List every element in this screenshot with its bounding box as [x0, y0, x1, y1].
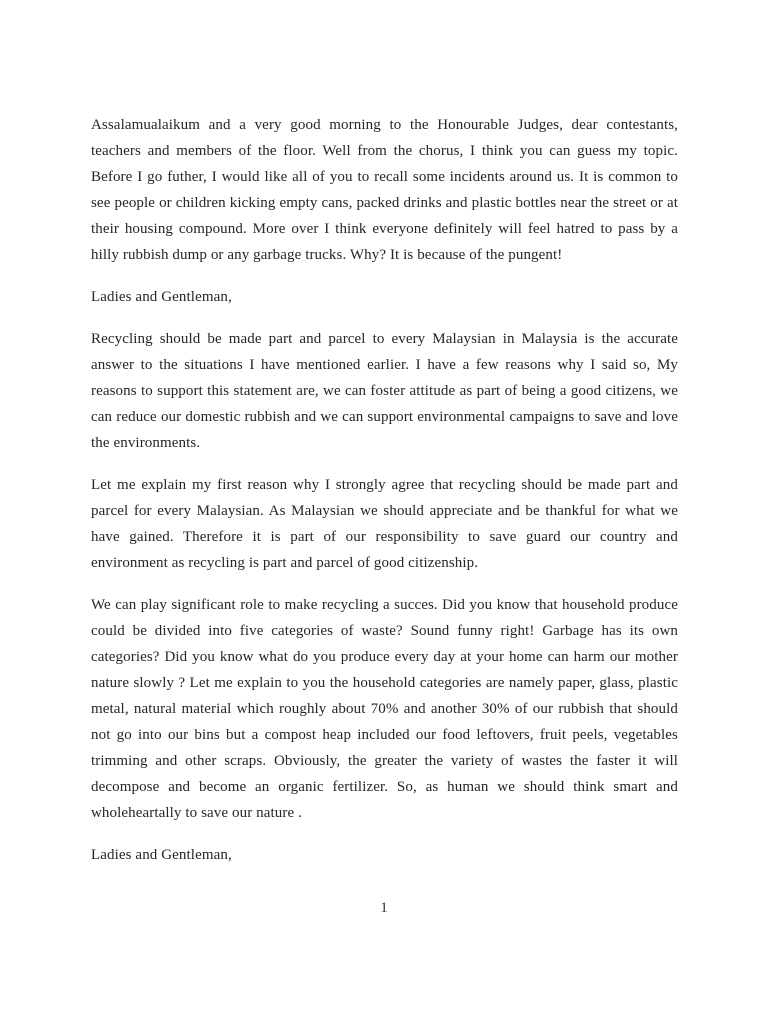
paragraph-opening: Assalamualaikum and a very good morning to the Honourable Judges, dear contestants, teachers and members of the floor. Well from the chorus, I think you can guess my topic. Before I go futher, I would like all of you to recall some incidents around us. It is common to see people or children kicking empty cans, packed drinks and plastic bottles near the street or at their housing compound. More over I think everyone definitely will feel hatred to pass by a hilly rubbish dump or any garbage trucks. Why? It is because of the pungent!	[91, 117, 678, 263]
paragraph-salutation-1: Ladies and Gentleman,	[91, 289, 232, 305]
paragraph-salutation-2: Ladies and Gentleman,	[91, 847, 232, 863]
paragraph-waste-categories: We can play significant role to make recycling a succes. Did you know that household produce could be divided into five categories of waste? Sound funny right! Garbage has its own categories? Did you know what do you produce every day at your home can harm our mother nature slowly ? Let me explain to you the household categories are namely paper, glass, plastic metal, natural material which roughly about 70% and another 30% of our rubbish that should not go into our bins but a compost heap included our food leftovers, fruit peels, vegetables trimming and other scraps. Obviously, the greater the variety of wastes the faster it will decompose and become an organic fertilizer. So, as human we should think smart and wholeheartally to save our nature .	[91, 597, 678, 821]
paragraph-thesis: Recycling should be made part and parcel to every Malaysian in Malaysia is the accurate answer to the situations I have mentioned earlier. I have a few reasons why I said so, My reasons to support this statement are, we can foster attitude as part of being a good citizens, we can reduce our domestic rubbish and we can support environmental campaigns to save and love the environments.	[91, 331, 678, 451]
paragraph-first-reason: Let me explain my first reason why I strongly agree that recycling should be made part and parcel for every Malaysian. As Malaysian we should appreciate and be thankful for what we have gained. Therefore it is part of our responsibility to save guard our country and environment as recycling is part and parcel of good citizenship.	[91, 477, 678, 571]
page-number: 1	[380, 900, 388, 916]
document-body	[91, 112, 678, 884]
